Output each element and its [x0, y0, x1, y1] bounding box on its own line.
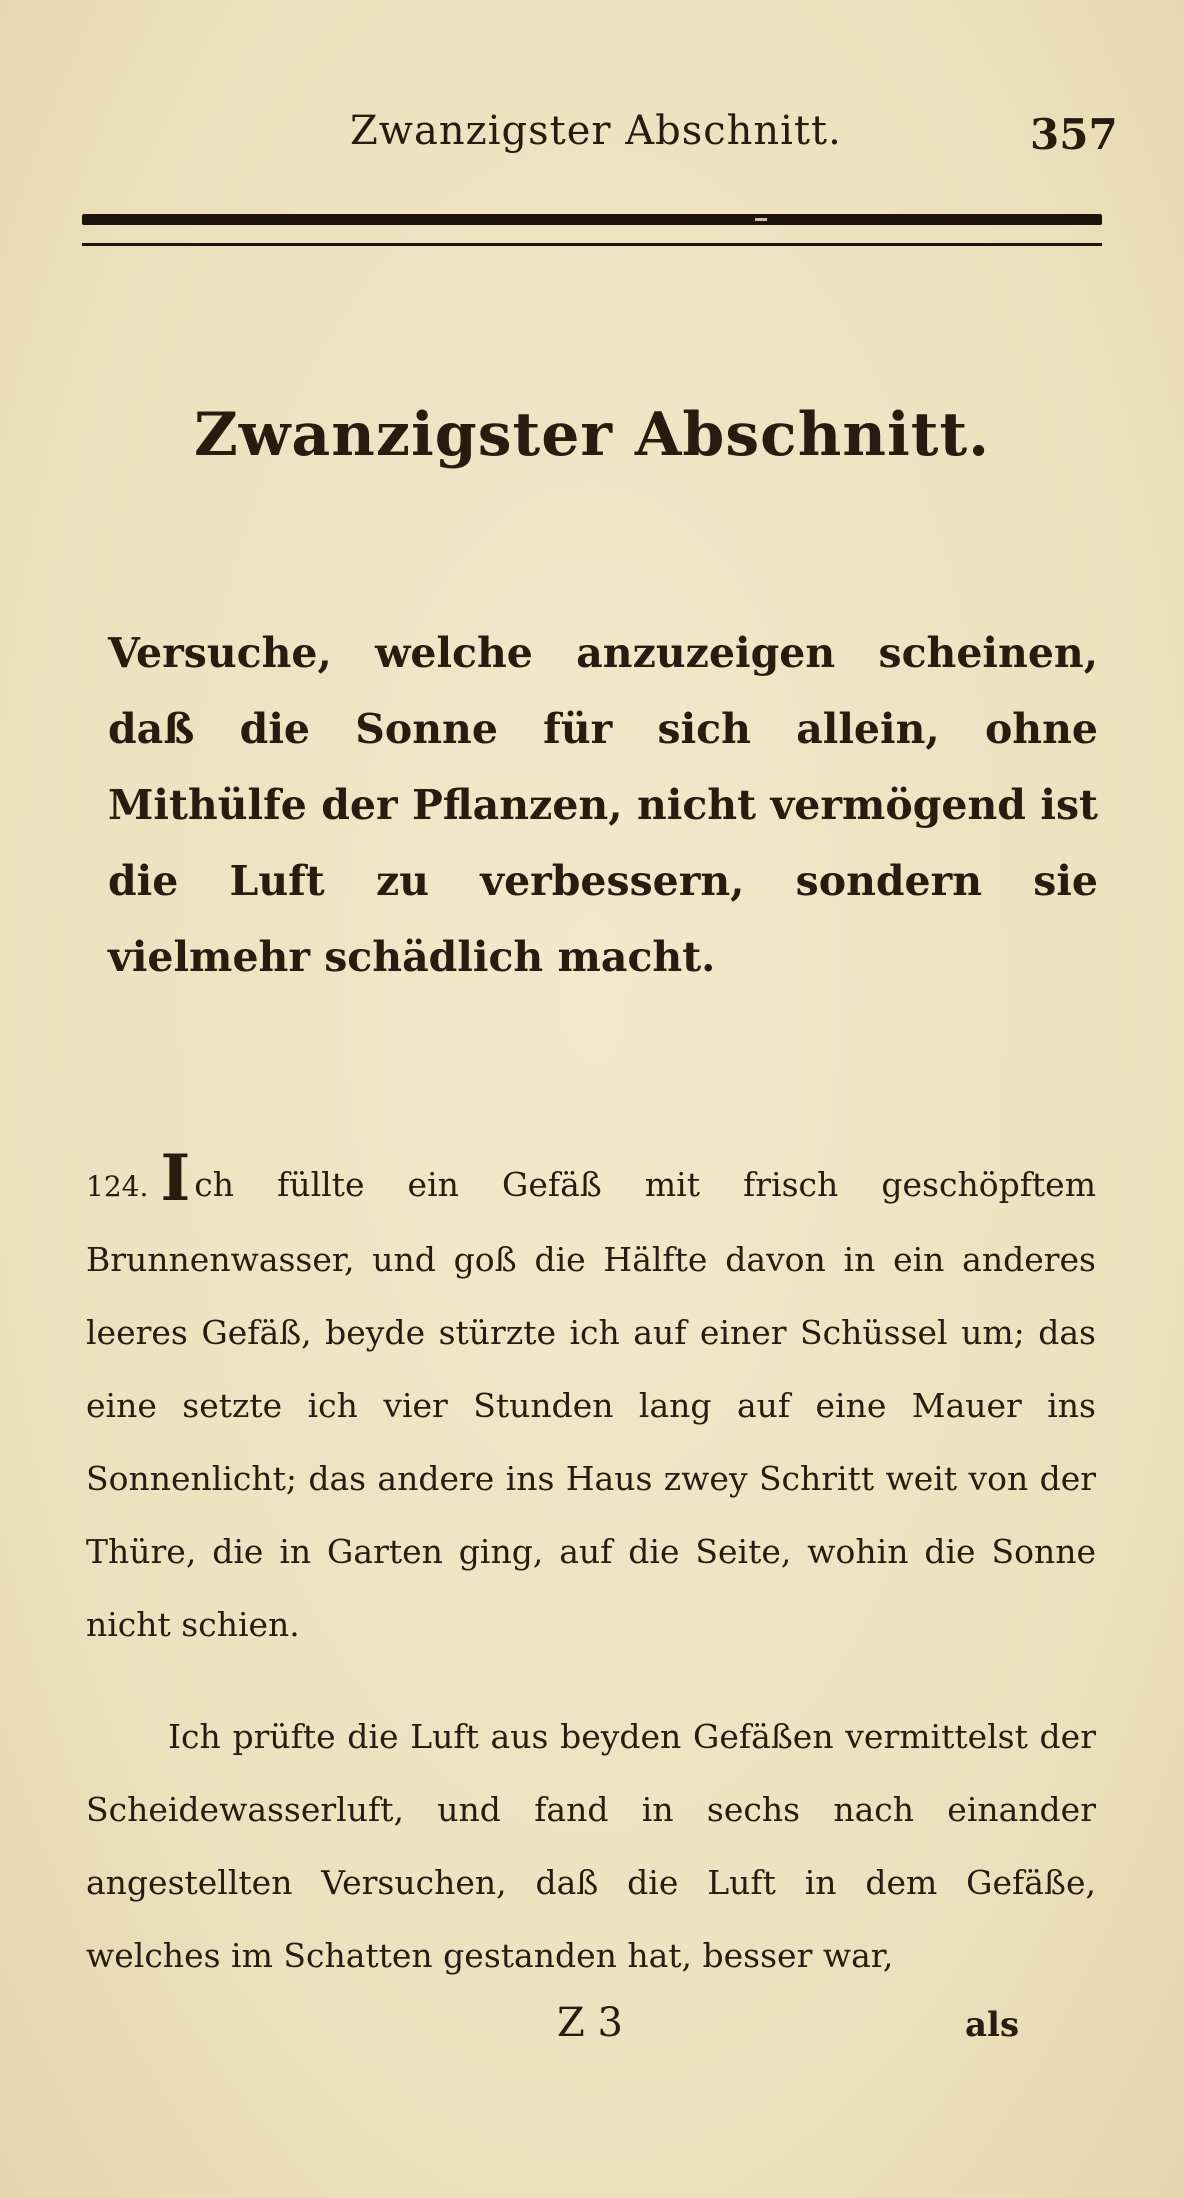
- paragraph-2-text: Ich prüfte die Luft aus beyden Gefäßen vermittelst der Scheidewasserluft, und fand in sechs nach einander angestellten Versuchen, daß die Luft in dem Gefäße, welches im Schatten gestanden hat, besser war,: [86, 1717, 1096, 1975]
- running-title: Zwanzigster Abschnitt.: [350, 108, 842, 154]
- header-rule-thick: [82, 214, 1102, 225]
- header-rule-thin: [82, 243, 1102, 246]
- section-number: 124.: [86, 1170, 149, 1203]
- catchword: als: [965, 2005, 1020, 2045]
- chapter-heading: Zwanzigster Abschnitt.: [193, 400, 991, 470]
- paragraph-1-text: ch füllte ein Gefäß mit frisch geschöpftem Brunnenwasser, und goß die Hälfte davon in ein anderes leeres Gefäß, beyde stürzte ich auf einer Schüssel um; das eine setzte ich vier Stunden lang auf eine Mauer ins Sonnenlicht; das andere ins Haus zwey Schritt weit von der Thüre, die in Garten ging, auf die Seite, wohin die Sonne nicht schien.: [86, 1165, 1096, 1644]
- paragraph-1: [86, 1141, 1096, 1661]
- header-rule-ornament: [755, 218, 767, 221]
- signature-mark: Z 3: [557, 2000, 623, 2046]
- drop-initial: I: [160, 1141, 191, 1216]
- paragraph-2: [86, 1700, 1096, 1992]
- chapter-summary: Versuche, welche anzuzeigen scheinen, daß die Sonne für sich allein, ohne Mithülfe der Pflanzen, nicht vermögend ist die Luft zu verbessern, sondern sie vielmehr schädlich macht.: [108, 629, 1098, 981]
- page-number: 357: [1030, 110, 1118, 159]
